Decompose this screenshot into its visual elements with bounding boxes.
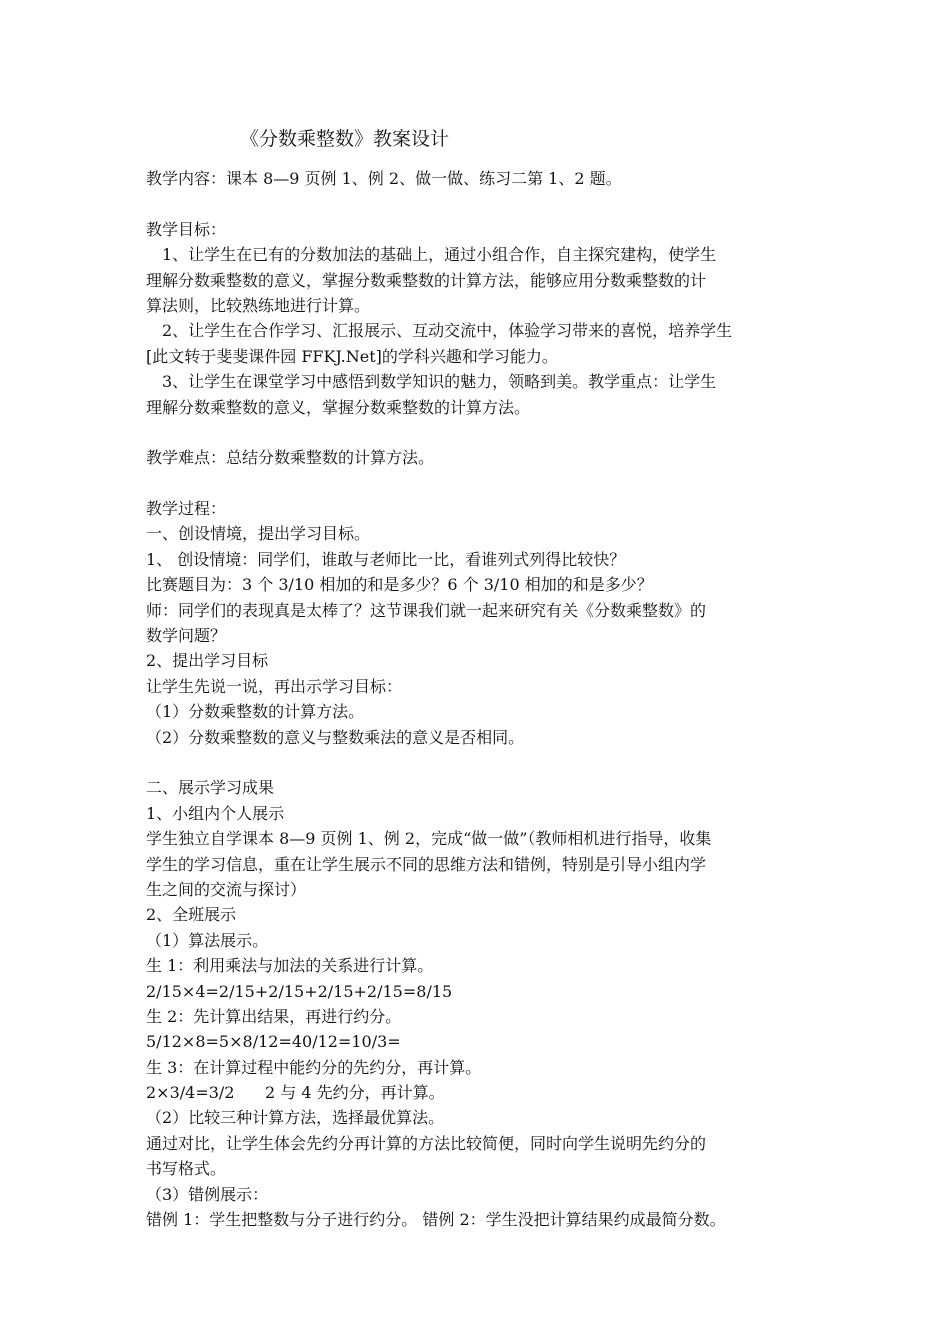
error-examples-heading: （3）错例展示： [146, 1184, 269, 1204]
student-3-method: 生 3：在计算过程中能约分的先约分，再计算。 [146, 1057, 482, 1077]
section-1-heading: 一、创设情境，提出学习目标。 [146, 524, 371, 544]
section-2-item-1-text-line-2: 学生的学习信息，重在让学生展示不同的思维方法和错例，特别是引导小组内学 [146, 854, 707, 874]
process-heading: 教学过程： [146, 499, 227, 519]
document-page [146, 120, 816, 1232]
section-1-item-1: 1、 创设情境：同学们，谁敢与老师比一比，看谁列式列得比较快？ [146, 549, 626, 569]
student-3-equation: 2×3/4=3/2 2 与 4 先约分，再计算。 [146, 1083, 445, 1103]
section-2-item-1-text-line-3: 生之间的交流与探讨） [146, 879, 307, 899]
compare-methods-heading: （2）比较三种计算方法，选择最优算法。 [146, 1108, 445, 1128]
section-1-item-2-text: 让学生先说一说，再出示学习目标： [146, 676, 403, 696]
error-examples-text: 错例 1：学生把整数与分子进行约分。 错例 2：学生没把计算结果约成最简分数。 [146, 1210, 726, 1230]
student-1-equation: 2/15×4=2/15+2/15+2/15+2/15=8/15 [146, 981, 453, 1001]
competition-question: 比赛题目为：3 个 3/10 相加的和是多少？6 个 3/10 相加的和是多少？ [146, 575, 653, 595]
section-2-item-1: 1、小组内个人展示 [146, 803, 285, 823]
objective-3-line-1: 3、让学生在课堂学习中感悟到数学知识的魅力，领略到美。教学重点：让学生 [162, 372, 717, 392]
teacher-remark-line-1: 师：同学们的表现真是太棒了？这节课我们就一起来研究有关《分数乘整数》的 [146, 600, 707, 620]
learning-goal-1: （1）分数乘整数的计算方法。 [146, 702, 365, 722]
objective-2-line-2: [此文转于斐斐课件园 FFKJ.Net]的学科兴趣和学习能力。 [146, 346, 558, 366]
section-2-item-2: 2、全班展示 [146, 905, 237, 925]
teaching-difficulty: 教学难点：总结分数乘整数的计算方法。 [146, 448, 435, 468]
document-title: 《分数乘整数》教案设计 [240, 128, 450, 150]
compare-methods-text-line-1: 通过对比，让学生体会先约分再计算的方法比较简便，同时向学生说明先约分的 [146, 1133, 707, 1153]
objective-1-line-2: 理解分数乘整数的意义，掌握分数乘整数的计算方法，能够应用分数乘整数的计 [146, 270, 707, 290]
algorithm-display-heading: （1）算法展示。 [146, 930, 269, 950]
objective-2-line-1: 2、让学生在合作学习、汇报展示、互动交流中，体验学习带来的喜悦，培养学生 [162, 321, 733, 341]
compare-methods-text-line-2: 书写格式。 [146, 1159, 227, 1179]
student-2-method: 生 2：先计算出结果，再进行约分。 [146, 1006, 402, 1026]
objective-3-line-2: 理解分数乘整数的意义，掌握分数乘整数的计算方法。 [146, 397, 531, 417]
objectives-heading: 教学目标： [146, 219, 227, 239]
student-2-equation: 5/12×8=5×8/12=40/12=10/3= [146, 1032, 401, 1052]
teacher-remark-line-2: 数学问题？ [146, 626, 227, 646]
section-1-item-2: 2、提出学习目标 [146, 651, 269, 671]
learning-goal-2: （2）分数乘整数的意义与整数乘法的意义是否相同。 [146, 727, 525, 747]
student-1-method: 生 1：利用乘法与加法的关系进行计算。 [146, 956, 434, 976]
objective-1-line-1: 1、让学生在已有的分数加法的基础上，通过小组合作，自主探究建构，使学生 [162, 245, 717, 265]
objective-1-line-3: 算法则，比较熟练地进行计算。 [146, 295, 371, 315]
section-2-item-1-text-line-1: 学生独立自学课本 8—9 页例 1、例 2，完成“做一做”（教师相机进行指导，收集 [146, 829, 712, 849]
teaching-content: 教学内容：课本 8—9 页例 1、例 2、做一做、练习二第 1、2 题。 [146, 169, 622, 188]
section-2-heading: 二、展示学习成果 [146, 778, 275, 798]
